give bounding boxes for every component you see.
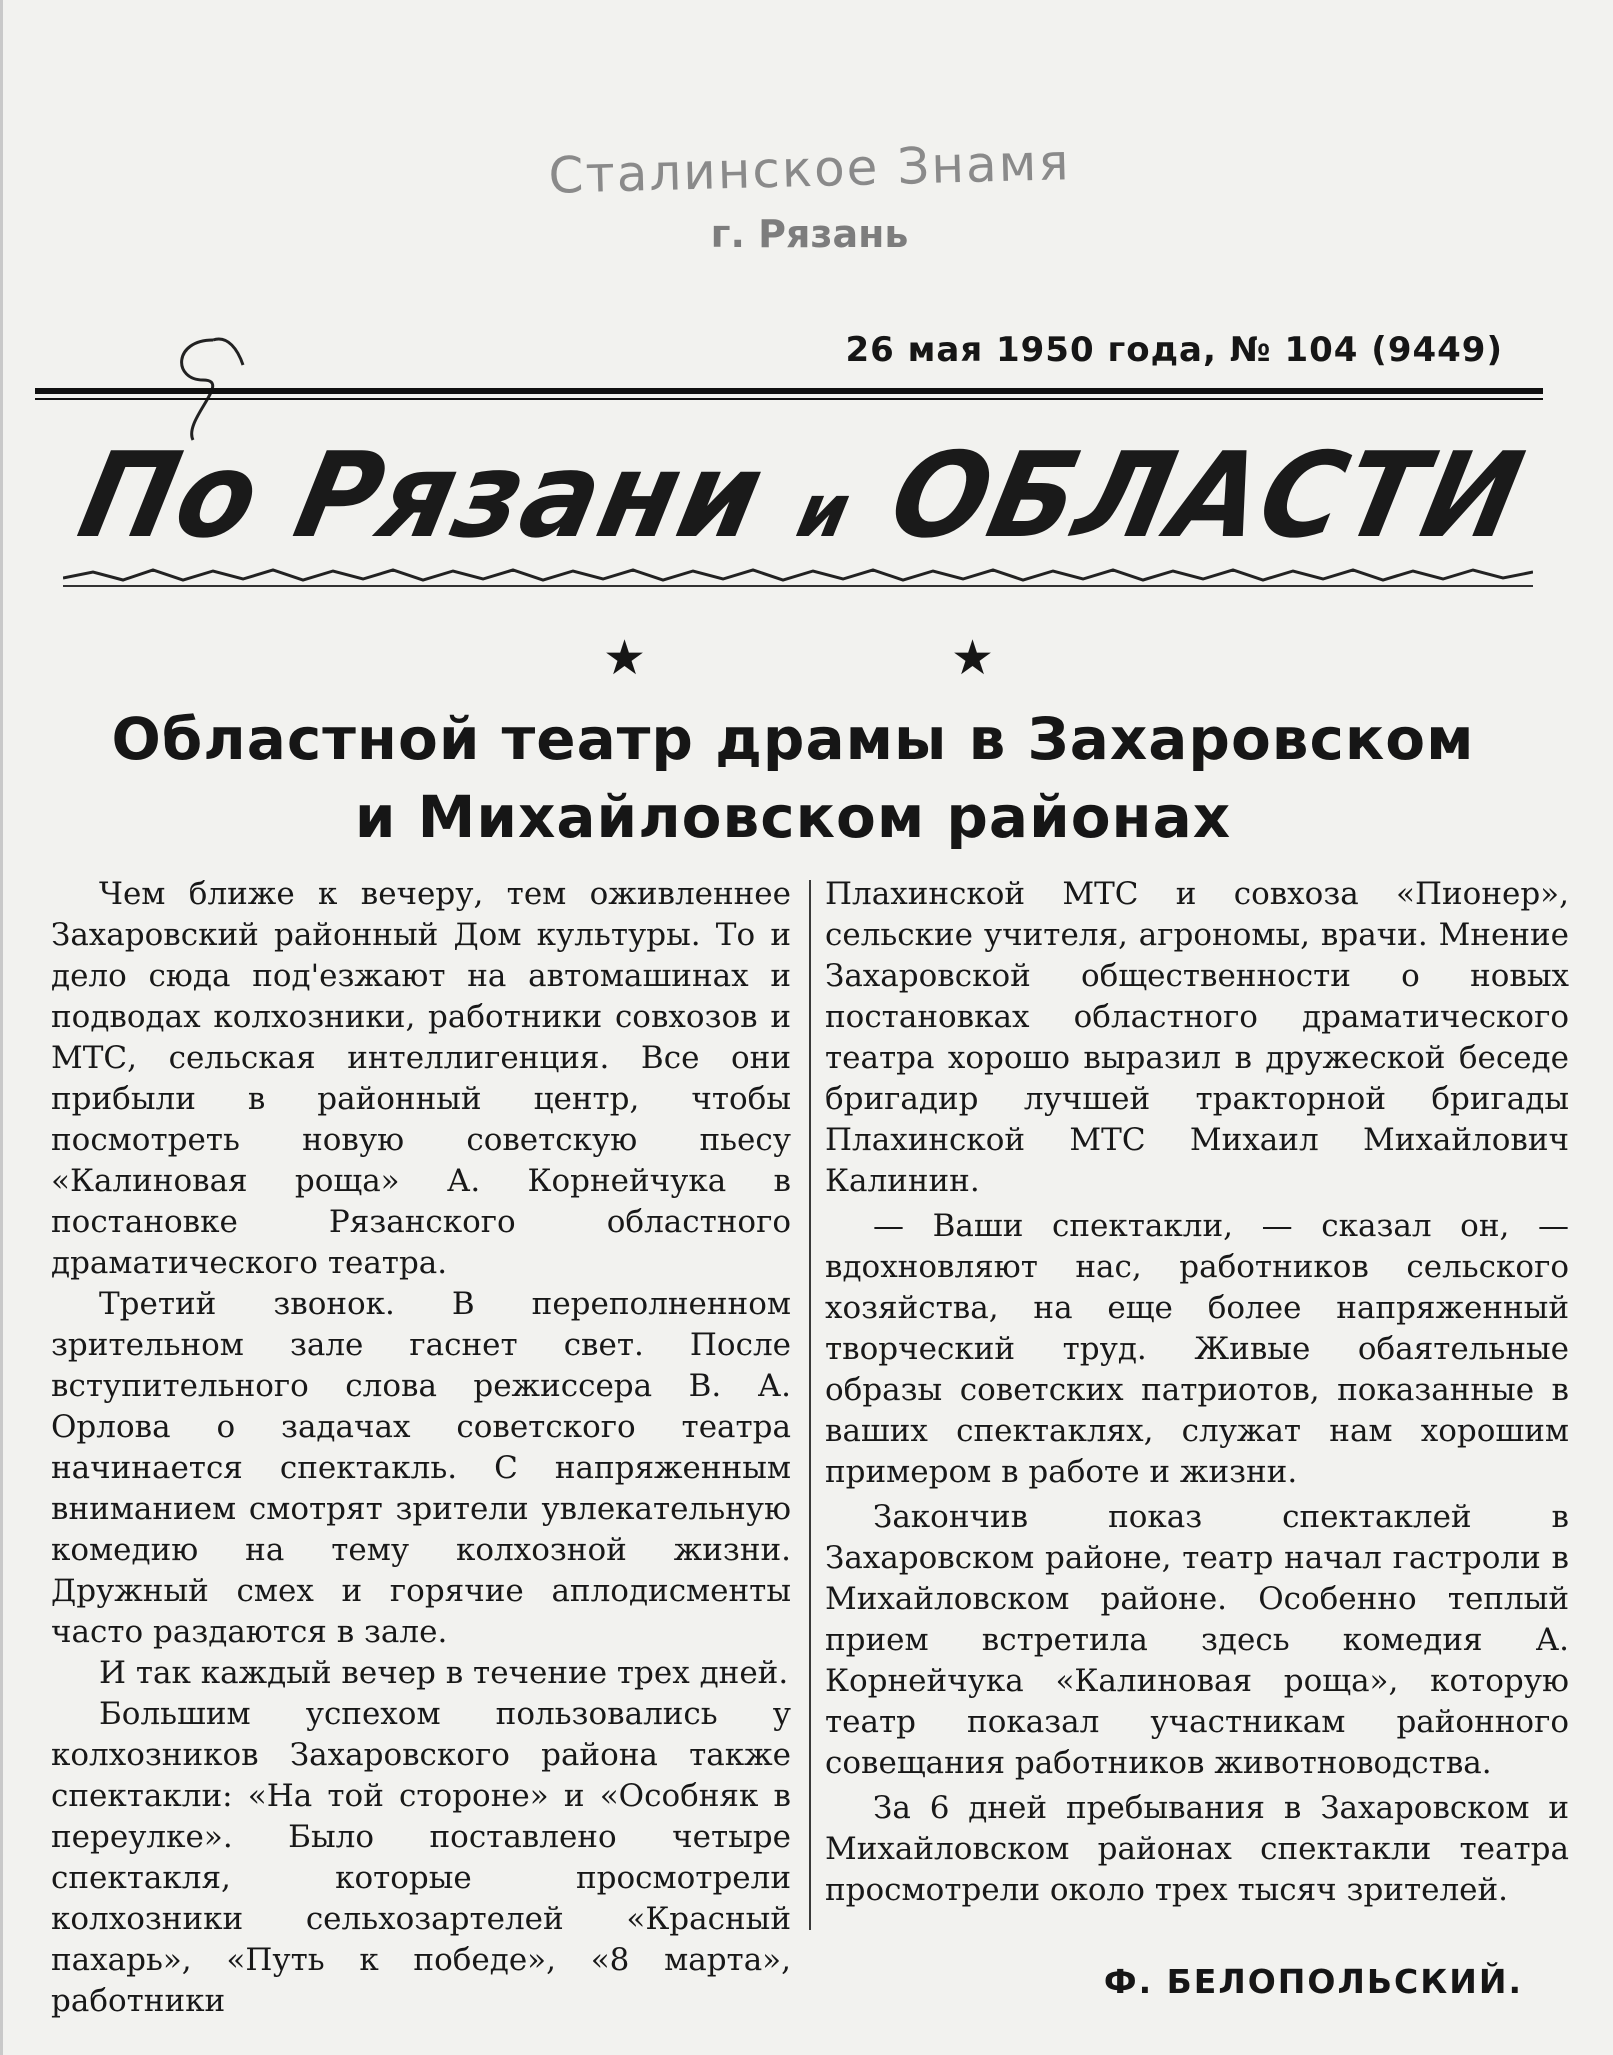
headline-line1: Областной театр драмы в Захаровском <box>111 705 1475 773</box>
paragraph: Большим успехом пользовались у колхозников Захаровского района также спектакли: «На той стороне» и «Особняк в переулке». Было поставлено четыре спектакля, которые просмотрели колхозники сельхозартелей «Красный пахарь», «Путь к победе», «8 марта», работники <box>51 1696 791 2019</box>
header-rule <box>35 388 1543 400</box>
article-column-right <box>825 874 1569 1915</box>
paragraph: И так каждый вечер в течение трех дней. <box>99 1655 789 1691</box>
star-icon: ★ <box>951 630 995 686</box>
article-column-left <box>51 874 791 2022</box>
article-headline <box>63 700 1523 856</box>
paragraph: Третий звонок. В переполненном зрительном зале гаснет свет. После вступительного слова режиссера В. А. Орлова о задачах советского театра начинается спектакль. С напряженным вниманием смотрят зрители увлекательную комедию на тему колхозной жизни. Дружный смех и горячие аплодисменты часто раздаются в зале. <box>51 1286 791 1650</box>
rubric-part2: ОБЛАСТИ <box>879 427 1536 565</box>
paragraph: Плахинской МТС и совхоза «Пионер», сельские учителя, агрономы, врачи. Мнение Захаровской общественности о новых постановках областного драматического театра хорошо выразил в дружеской беседе бригадир лучшей тракторной бригады Плахинской МТС Михаил Михайлович Калинин. <box>825 876 1569 1199</box>
library-stamp <box>3 133 1613 256</box>
section-rubric <box>68 427 1556 565</box>
stamp-newspaper-name: Сталинское Знамя <box>547 133 1072 205</box>
headline-line2: и Михайловском районах <box>354 783 1232 851</box>
author-signature: Ф. БЕЛОПОЛЬСКИЙ. <box>1103 1962 1523 2001</box>
paragraph: Закончив показ спектаклей в Захаровском районе, театр начал гастроли в Михайловском районе. Особенно теплый прием встретила здесь комедия А. Корнейчука «Калиновая роща», которую театр показал участникам районного совещания работников животноводства. <box>825 1499 1569 1781</box>
rubric-part1: По Рязани <box>68 427 776 565</box>
wavy-rule <box>63 560 1533 590</box>
paragraph: Чем ближе к вечеру, тем оживленнее Захаровский районный Дом культуры. То и дело сюда под'езжают на автомашинах и подводах колхозники, работники совхозов и МТС, сельская интеллигенция. Все они прибыли в районный центр, чтобы посмотреть новую советскую пьесу «Калиновая роща» А. Корнейчука в постановке Рязанского областного драматического театра. <box>51 876 791 1281</box>
star-ornaments <box>3 630 1613 690</box>
paragraph: — Ваши спектакли, — сказал он, — вдохновляют нас, работников сельского хозяйства, на еще более напряженный творческий труд. Живые обаятельные образы советских патриотов, показанные в ваших спектаклях, служат нам хорошим примером в работе и жизни. <box>825 1208 1569 1490</box>
paragraph: За 6 дней пребывания в Захаровском и Михайловском районах спектакли театра просмотрели около трех тысяч зрителей. <box>825 1790 1569 1908</box>
stamp-city: г. Рязань <box>710 212 909 256</box>
issue-dateline: 26 мая 1950 года, № 104 (9449) <box>845 330 1503 370</box>
rubric-conjunction: и <box>789 467 860 554</box>
star-icon: ★ <box>603 630 647 686</box>
column-divider <box>809 880 811 1930</box>
